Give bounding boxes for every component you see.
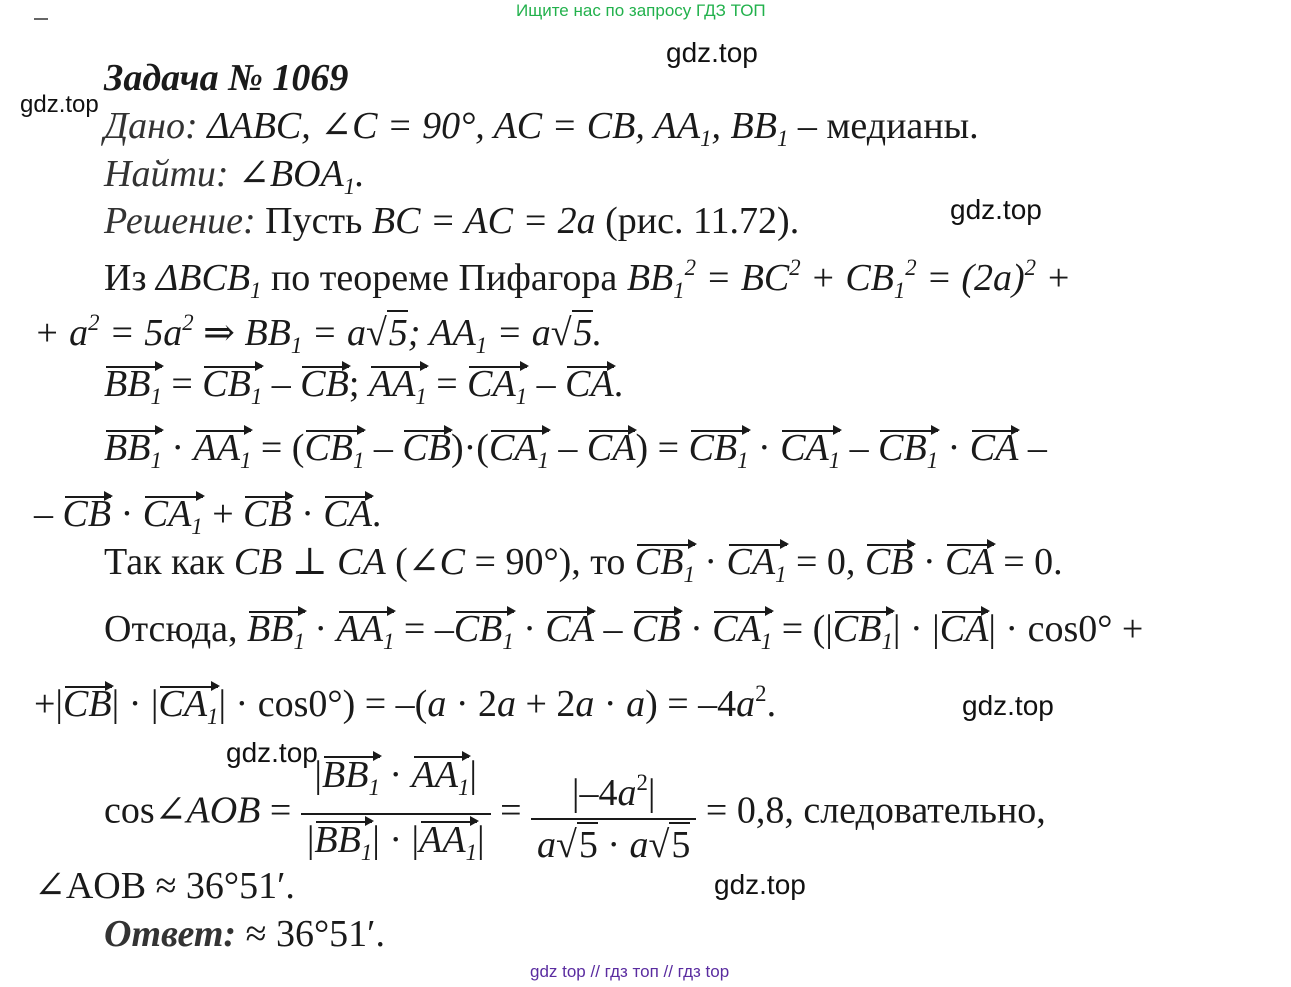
orthogonality-line: Так как CB ⊥ CA (∠C = 90°), то $CB_1 \cdot CA_1 = 0$, CB · CA = 0. xyxy=(104,540,1063,597)
find-label: Найти: xyxy=(104,153,229,195)
then-text: то xyxy=(590,541,626,583)
task-title: Задача № 1069 xyxy=(104,57,349,99)
hence-line: Отсюда, $BB_1 \cdot AA_1 = -CB_1$ · CA – CB · $CA_1 = (|CB_1| \cdot |CA| \cdot \cos 0^\circ$ + xyxy=(104,607,1143,664)
pythagoras-text: по теореме Пифагора xyxy=(270,256,618,299)
solution-figure-ref: (рис. 11.72). xyxy=(605,200,800,242)
given-rest: – медианы. xyxy=(797,105,979,147)
solution-label: Решение: xyxy=(104,200,256,242)
find-line: Найти: $\angle BOA_1$. xyxy=(104,153,365,199)
solution-lead: Пусть xyxy=(265,200,363,242)
dot-product-expansion-cont: – CB · $CA_1$ + CB · CA. xyxy=(34,492,381,549)
hence-line-cont: $+|CB| \cdot |CA_1| \cdot \cos 0^\circ) = -(a \cdot 2a + 2a \cdot a) = -4a^2$. xyxy=(34,672,776,739)
answer-value: ≈ 36°51′. xyxy=(245,913,385,955)
hence-text: Отсюда, xyxy=(104,608,238,650)
watermark: gdz.top xyxy=(20,91,99,118)
given-line: Дано: ΔABC, ∠C = 90°, AC = CB, $AA_1$, $BB_1$ – медианы. xyxy=(104,105,979,151)
solution-line: Решение: Пусть BC = AC = 2a (рис. 11.72). xyxy=(104,200,800,242)
pythagoras-line: Из $\Delta BCB_1$ по теореме Пифагора $BB_1^2 = BC^2 + CB_1^2 = (2a)^2$ + xyxy=(104,255,1072,303)
search-banner[interactable]: Ищите нас по запросу ГДЗ ТОП xyxy=(516,1,766,20)
dot-product-expansion: $BB_1 \cdot AA_1 = (CB_1 - CB)\cdot(CA_1 - CA) = CB_1 \cdot CA_1 - CB_1$ · CA – xyxy=(104,426,1047,483)
since-text: Так как xyxy=(104,541,225,583)
vector-decomposition: $BB_1 = CB_1$ – CB; $AA_1 = CA_1$ – CA. xyxy=(104,362,623,419)
scan-mark xyxy=(34,18,48,20)
cosine-line: cos∠AOB = $\frac{|BB_1 \cdot AA_1|}{|BB_1| \cdot |AA_1|}$ = $\frac{|-4a^2|}{a√5 \cdot a√5}$ = 0,8, следовательно, xyxy=(104,752,1046,876)
watermark: gdz.top xyxy=(666,37,758,68)
cosine-fraction: $\frac{|BB_1 \cdot AA_1|}{|BB_1| \cdot |AA_1|}$ xyxy=(301,752,491,876)
cosine-value-fraction: $\frac{|-4a^2|}{a√5 \cdot a√5}$ xyxy=(531,760,696,868)
cosine-value: = 0,8, xyxy=(705,789,794,832)
answer-line xyxy=(104,912,385,956)
given-label: Дано: xyxy=(104,105,198,147)
watermark: gdz.top xyxy=(226,737,318,768)
watermark: gdz.top xyxy=(950,194,1042,225)
consequently-text: следовательно, xyxy=(803,789,1046,832)
pythagoras-result: + $a^2 = 5a^2$ ⇒ $BB_1 = a√5$; $AA_1 = a√5$. xyxy=(34,310,603,358)
watermark: gdz.top xyxy=(714,869,806,900)
angle-result: ∠AOB ≈ 36°51′. xyxy=(34,865,295,907)
answer-label: Ответ: xyxy=(104,913,237,955)
footer-links[interactable]: gdz top // гдз топ // гдз top xyxy=(530,962,730,981)
watermark: gdz.top xyxy=(962,690,1054,721)
